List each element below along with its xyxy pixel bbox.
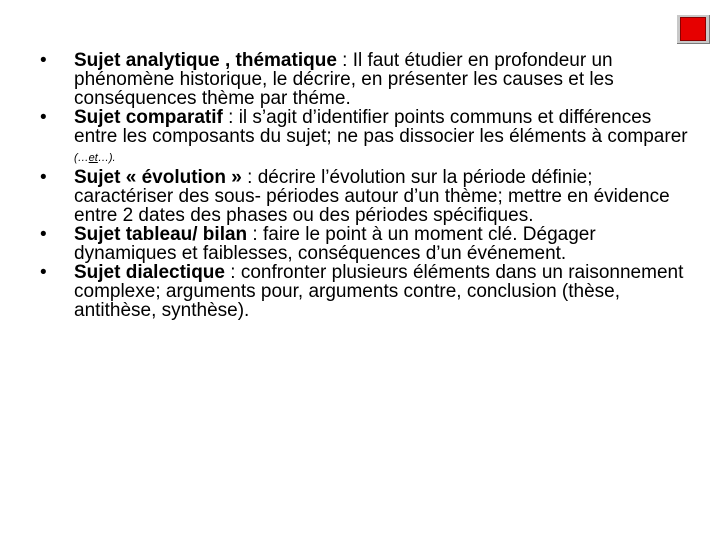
item-term: Sujet analytique , thématique — [74, 50, 337, 71]
item-term: Sujet comparatif — [74, 107, 223, 128]
list-item-analytique — [22, 51, 694, 108]
return-arrow-icon — [680, 17, 706, 41]
item-text: : il s’agit d’identifier points communs et différences entre les composants du sujet; ne pas dissocier les éléments à comparer — [74, 107, 688, 147]
return-arrow-glyph — [688, 24, 700, 36]
list-item-dialectique — [22, 263, 694, 320]
subject-type-list — [22, 51, 694, 320]
bullet-icon: • — [40, 50, 47, 71]
list-item-evolution — [22, 168, 694, 225]
slide-content — [22, 51, 694, 320]
bullet-icon: • — [40, 262, 47, 283]
item-text: : décrire l’évolution sur la période définie; caractériser des sous- périodes autour d’un thème; mettre en évidence entre 2 dates des phases ou des périodes spécifiques. — [74, 167, 670, 226]
item-term: Sujet tableau/ bilan — [74, 224, 248, 245]
bullet-icon: • — [40, 167, 47, 188]
bullet-icon: • — [40, 107, 47, 128]
item-note — [74, 152, 116, 164]
return-button[interactable] — [676, 14, 710, 44]
item-text: : Il faut étudier en profondeur un phénomène historique, le décrire, en présenter les causes et les conséquences thème par théme. — [74, 50, 614, 109]
bullet-icon: • — [40, 224, 47, 245]
note-underlined: et — [88, 152, 98, 164]
list-item-comparatif — [22, 108, 694, 168]
note-pre: (… — [74, 152, 89, 164]
note-post: …). — [97, 152, 116, 164]
item-text: : faire le point à un moment clé. Dégager dynamiques et faiblesses, conséquences d’un événement. — [74, 224, 596, 264]
item-term: Sujet dialectique — [74, 262, 225, 283]
list-item-tableau-bilan — [22, 225, 694, 263]
item-text: : confronter plusieurs éléments dans un raisonnement complexe; arguments pour, arguments contre, conclusion (thèse, antithèse, synthèse). — [74, 262, 684, 321]
item-term: Sujet « évolution » — [74, 167, 242, 188]
